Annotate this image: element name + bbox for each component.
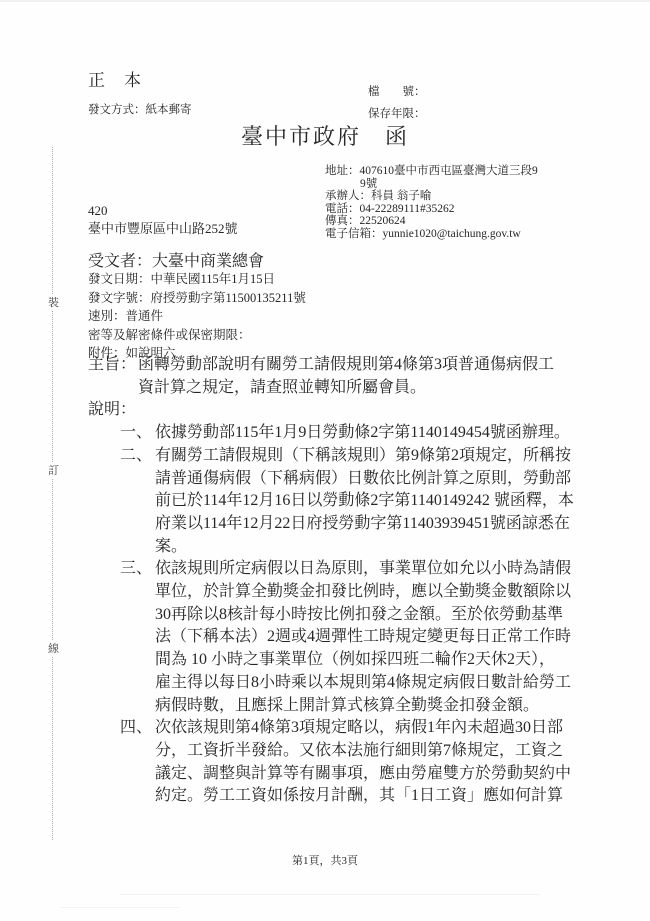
body-line: 請普通傷病假（下稱病假）日數依比例計算之原則，勞動部 xyxy=(155,469,572,487)
agency-fax: 傳真：22520624 xyxy=(325,215,406,228)
binding-mark-zhuang: 裝 xyxy=(47,294,60,310)
agency-contact-block xyxy=(325,165,538,241)
page-number-footer: 第1頁，共3頁 xyxy=(292,855,358,867)
explanation-item-2 xyxy=(120,445,600,559)
body-line: 有關勞工請假規則（下稱該規則）第9條第2項規定，所稱按 xyxy=(155,446,572,464)
body-line: 約定。勞工工資如係按月計酬，其「1日工資」應如何計算 xyxy=(155,787,564,805)
recipient-mailing-address: 臺中市豐原區中山路252號 xyxy=(88,221,238,236)
body-line: 雇主得以每日8小時乘以本規則第4條規定病假日數計給勞工 xyxy=(155,673,572,691)
explanation-item-1 xyxy=(120,422,600,445)
recipient-zip-code: 420 xyxy=(88,203,108,218)
body-line: 病假時數，且應採上開計算式核算全勤獎金扣發金額。 xyxy=(155,696,540,714)
body-line: 前已於114年12月16日以勞動條2字第1140149242 號函釋，本 xyxy=(155,492,574,510)
item-number: 三、 xyxy=(120,560,153,578)
delivery-method: 發文方式：紙本郵寄 xyxy=(88,104,192,116)
agency-address-line2: 9號 xyxy=(360,177,378,190)
body-line: 案。 xyxy=(155,537,188,555)
agency-address-line1: 地址：407610臺中市西屯區臺灣大道三段9 xyxy=(325,165,538,177)
body-line: 次依該規則第4條第3項規定略以，病假1年內未超過30日部 xyxy=(155,719,564,737)
body-line: 依該規則所定病假以日為原則，事業單位如允以小時為請假 xyxy=(155,560,572,578)
recipient-line: 受文者：大臺中商業總會 xyxy=(88,253,265,270)
item-number: 二、 xyxy=(120,446,153,464)
body-line: 法（下稱本法）2週或4週彈性工時規定變更每日正常工作時 xyxy=(155,628,572,646)
retention-period-label: 保存年限： xyxy=(368,108,426,120)
binding-mark-xian: 線 xyxy=(47,640,60,656)
scan-artifact xyxy=(120,894,540,895)
body-line: 30再除以8核計每小時按比例扣發之金額。至於依勞動基準 xyxy=(155,605,564,623)
secrecy-class: 密等及解密條件或保密期限： xyxy=(88,327,251,342)
issue-number: 發文字號：府授勞動字第11500135211號 xyxy=(88,290,306,305)
explanation-item-4 xyxy=(120,717,600,808)
subject-block xyxy=(88,354,600,399)
item-number: 一、 xyxy=(120,424,153,442)
letter-body xyxy=(88,354,600,808)
issue-date: 發文日期：中華民國115年1月15日 xyxy=(88,272,276,286)
document-title: 臺中市政府 函 xyxy=(240,124,409,149)
binding-dotted-line xyxy=(52,147,53,840)
explanation-item-3 xyxy=(120,558,600,717)
speed-class: 速別：普通件 xyxy=(88,309,164,324)
attachment-note: 附件：如說明六 xyxy=(88,346,176,361)
document-meta-block xyxy=(88,270,306,363)
body-line: 單位，於計算全勤獎金扣發比例時，應以全勤獎金數額除以 xyxy=(155,583,572,601)
body-line: 依據勞動部115年1月9日勞動條2字第1140149454號函辦理。 xyxy=(155,424,570,442)
subject-line: 資計算之規定，請查照並轉知所屬會員。 xyxy=(138,378,427,396)
body-line: 議定、調整與計算等有關事項，應由勞雇雙方於勞動契約中 xyxy=(155,764,572,782)
subject-line: 函轉勞動部說明有關勞工請假規則第4條第3項普通傷病假工 xyxy=(138,356,555,373)
agency-email: 電子信箱：yunnie1020@taichung.gov.tw xyxy=(325,227,521,240)
body-line: 府業以114年12月22日府授勞動字第11403939451號函諒悉在 xyxy=(155,514,570,532)
copy-type-label: 正 本 xyxy=(88,71,142,90)
file-number-label: 檔 號： xyxy=(368,86,426,98)
binding-mark-ding: 訂 xyxy=(47,462,60,478)
scan-artifact xyxy=(60,907,180,908)
subject-label: 主旨： xyxy=(88,356,137,373)
agency-phone: 電話：04-22289111#35262 xyxy=(325,202,455,215)
explanation-label: 說明： xyxy=(88,401,137,419)
agency-contact-person: 承辦人：科員 翁子喻 xyxy=(325,190,432,203)
body-line: 分，工資折半發給。又依本法施行細則第7條規定，工資之 xyxy=(155,741,564,759)
body-line: 間為 10 小時之事業單位（例如採四班二輪作2天休2天）， xyxy=(155,651,556,669)
item-number: 四、 xyxy=(120,719,153,737)
